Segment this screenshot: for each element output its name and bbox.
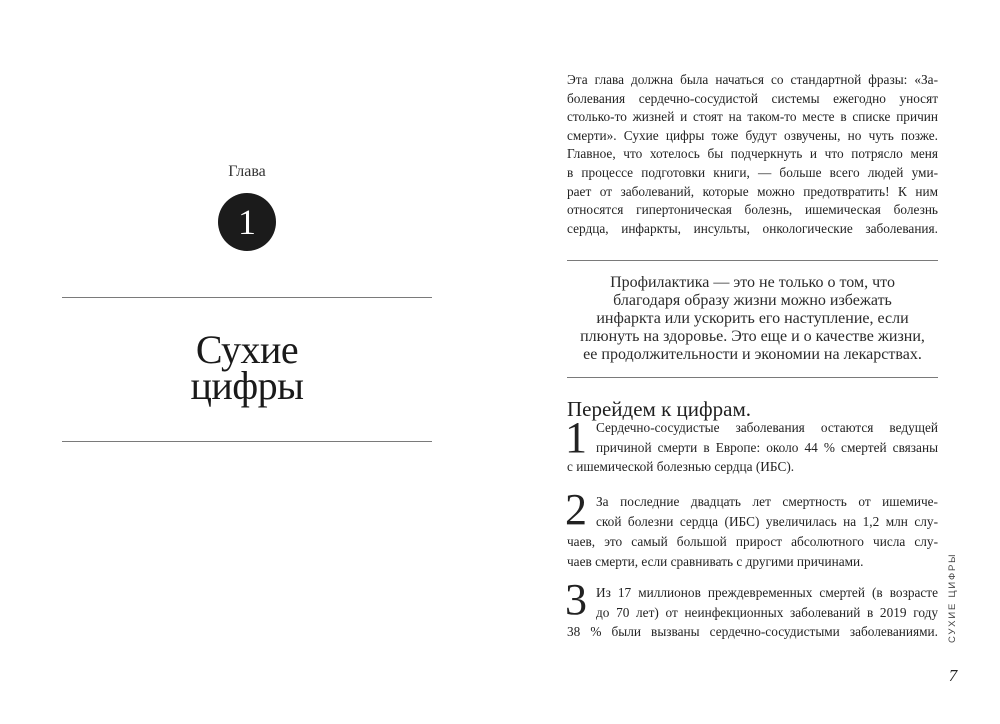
quote-line: инфаркта или ускорить его наступление, если xyxy=(596,310,909,327)
text-line: смерти». Сухие цифры тоже будут озвучены, но чуть позже. xyxy=(567,127,938,143)
text-line: рает от заболеваний, которые можно предотвратить! К ним xyxy=(567,183,938,199)
chapter-title-line: Сухие xyxy=(195,327,299,372)
fact-line: до 70 лет) от неинфекционных заболеваний в 2019 году xyxy=(596,604,938,620)
text-line: Главное, что хотелось бы подчеркнуть и что потрясло меня xyxy=(567,146,938,162)
chapter-title xyxy=(62,327,432,408)
text-line: столько-то жизней и стоят на таком-то месте в списке причин xyxy=(567,109,938,125)
quote-bottom-rule xyxy=(567,377,938,378)
fact-line: с ишемической болезнью сердца (ИБС). xyxy=(567,459,795,474)
fact-number: 3 xyxy=(565,575,587,624)
fact-line: чаев смерти, если сравнивать с другими причинами. xyxy=(567,554,864,569)
text-line: Эта глава должна была начаться со стандартной фразы: «За- xyxy=(567,72,938,87)
intro-paragraph xyxy=(567,71,938,238)
chapter-number-badge xyxy=(218,193,276,251)
fact-line: причиной смерти в Европе: около 44 % смертей связаны xyxy=(596,439,938,455)
fact-line: 38 % были вызваны сердечно-сосудистыми заболеваниями. xyxy=(567,624,938,639)
fact-line: ской болезни сердца (ИБС) увеличилась на 1,2 млн слу- xyxy=(596,514,938,529)
text-line: относятся гипертоническая болезнь, ишемическая болезнь xyxy=(567,202,938,218)
quote-line: благодаря образу жизни можно избежать xyxy=(613,292,892,309)
text-line: болевания сердечно-сосудистой системы ежегодно уносят xyxy=(567,90,938,106)
fact-item xyxy=(565,413,938,477)
chapter-title-line: цифры xyxy=(190,363,304,408)
page-number: 7 xyxy=(948,666,958,685)
fact-item xyxy=(567,492,938,572)
quote-top-rule xyxy=(567,260,938,261)
fact-line: Сердечно-сосудистые заболевания остаются ведущей xyxy=(596,420,938,435)
fact-item xyxy=(567,583,938,642)
fact-line: За последние двадцать лет смертность от ишемиче- xyxy=(596,494,938,509)
fact-line: чаев, это самый большой прирост абсолютного числа слу- xyxy=(567,534,938,549)
pull-quote xyxy=(567,274,938,364)
text-line: в процессе подготовки книги, — больше всего людей уми- xyxy=(567,164,938,180)
title-bottom-rule xyxy=(62,441,432,442)
quote-line: ее продолжительности и экономии на лекарствах. xyxy=(583,346,922,363)
quote-line: плюнуть на здоровье. Это еще и о качестве жизни, xyxy=(580,328,925,345)
chapter-number: 1 xyxy=(238,202,256,242)
text-line: сердца, инфаркты, инсульты, онкологические заболевания. xyxy=(567,220,938,236)
section-heading: Перейдем к цифрам. xyxy=(567,397,751,421)
chapter-label: Глава xyxy=(228,163,266,180)
fact-number: 1 xyxy=(565,413,587,462)
running-head: СУХИЕ ЦИФРЫ xyxy=(947,552,958,643)
fact-line: Из 17 миллионов преждевременных смертей (в возрасте xyxy=(596,585,938,600)
fact-number: 2 xyxy=(565,485,587,534)
quote-line: Профилактика — это не только о том, что xyxy=(610,274,895,291)
title-top-rule xyxy=(62,297,432,298)
